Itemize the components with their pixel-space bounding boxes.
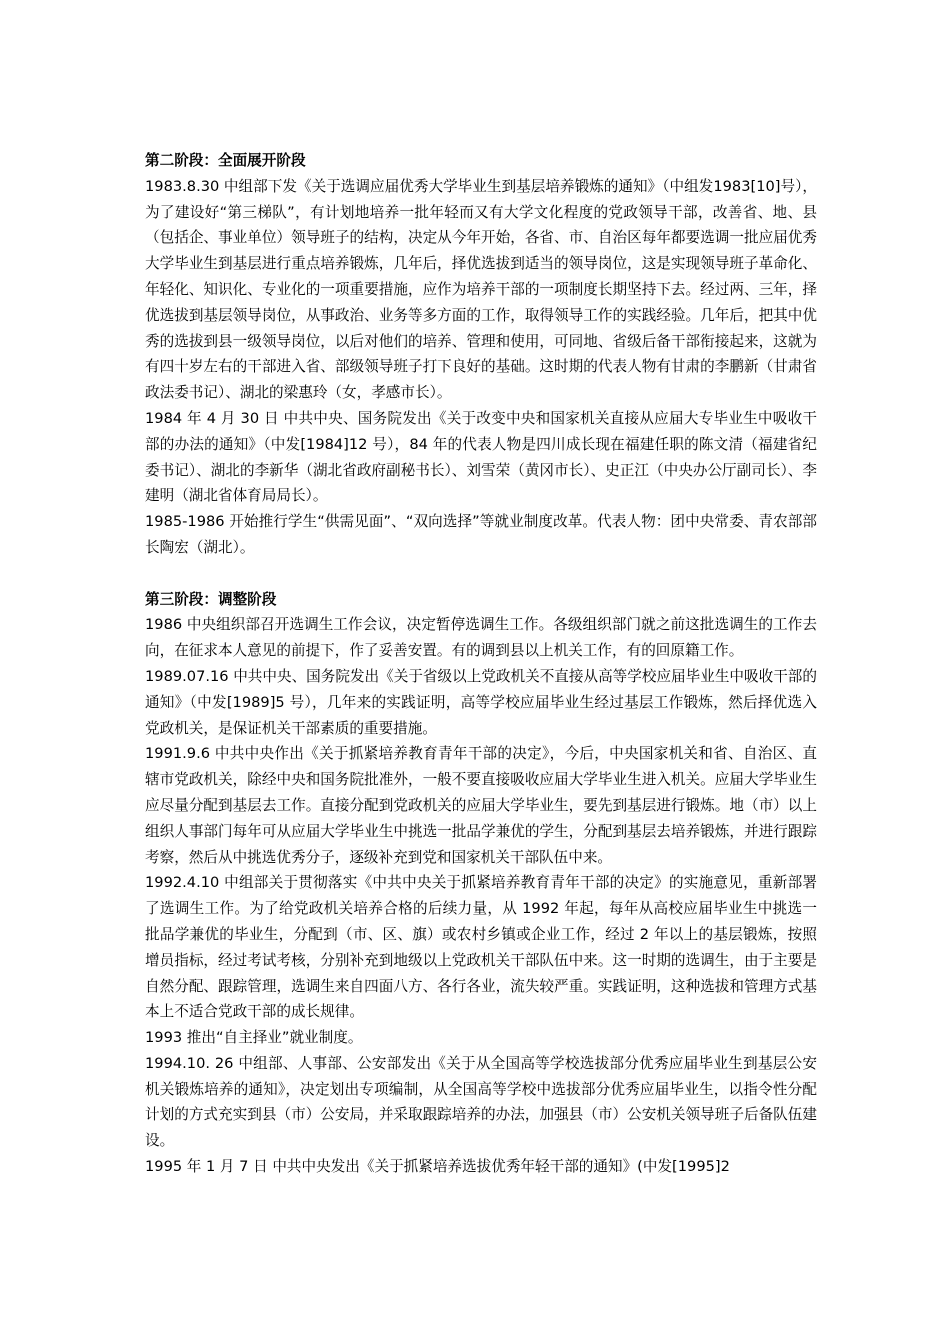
paragraph-1983: 1983.8.30 中组部下发《关于选调应届优秀大学毕业生到基层培养锻炼的通知》（中组发1983[10]号），为了建设好“第三梯队”，有计划地培养一批年轻而又有大学文化程度的党政领导干部，改善省、地、县（包括企、事业单位）领导班子的结构，决定从今年开始，各省、市、自治区每年都要选调一批应届优秀大学毕业生到基层进行重点培养锻炼，几年后，择优选拔到适当的领导岗位，这是实现领导班子革命化、年轻化、知识化、专业化的一项重要措施，应作为培养干部的一项制度长期坚持下去。经过两、三年，择优选拔到基层领导岗位，从事政治、业务等多方面的工作，取得领导工作的实践经验。几年后，把其中优秀的选拔到县一级领导岗位，以后对他们的培养、管理和使用，可同地、省级后备干部衔接起来，这就为有四十岁左右的干部进入省、部级领导班子打下良好的基础。这时期的代表人物有甘肃的李鹏新（甘肃省政法委书记）、湖北的梁惠玲（女，孝感市长）。 bbox=[145, 177, 817, 402]
section-heading-stage-3: 第三阶段：调整阶段 bbox=[145, 590, 277, 608]
paragraph-1986: 1986 中央组织部召开选调生工作会议，决定暂停选调生工作。各级组织部门就之前这批选调生的工作去向，在征求本人意见的前提下，作了妥善安置。有的调到县以上机关工作，有的回原籍工作。 bbox=[145, 616, 817, 660]
document-page bbox=[145, 148, 817, 1180]
paragraph-1992: 1992.4.10 中组部关于贯彻落实《中共中央关于抓紧培养教育青年干部的决定》的实施意见，重新部署了选调生工作。为了给党政机关培养合格的后续力量，从 1992 年起，每年从高校应届毕业生中挑选一批品学兼优的毕业生，分配到（市、区、旗）或农村乡镇或企业工作，经过 2 年以上的基层锻炼，按照增员指标，经过考试考核，分别补充到地级以上党政机关干部队伍中来。这一时期的选调生，由于主要是自然分配、跟踪管理，选调生来自四面八方、各行各业，流失较严重。实践证明，这种选拔和管理方式基本上不适合党政干部的成长规律。 bbox=[145, 874, 817, 1021]
paragraph-1993: 1993 推出“自主择业”就业制度。 bbox=[145, 1029, 363, 1047]
paragraph-1991: 1991.9.6 中共中央作出《关于抓紧培养教育青年干部的决定》，今后，中央国家机关和省、自治区、直辖市党政机关，除经中央和国务院批准外，一般不要直接吸收应届大学毕业生进入机关。应届大学毕业生应尽量分配到基层去工作。直接分配到党政机关的应届大学毕业生，要先到基层进行锻炼。地（市）以上组织人事部门每年可从应届大学毕业生中挑选一批品学兼优的学生，分配到基层去培养锻炼，并进行跟踪考察，然后从中挑选优秀分子，逐级补充到党和国家机关干部队伍中来。 bbox=[145, 745, 817, 866]
paragraph-1994: 1994.10. 26 中组部、人事部、公安部发出《关于从全国高等学校选拔部分优秀应届毕业生到基层公安机关锻炼培养的通知》，决定划出专项编制，从全国高等学校中选拔部分优秀应届毕业生，以指令性分配计划的方式充实到县（市）公安局，并采取跟踪培养的办法，加强县（市）公安机关领导班子后备队伍建设。 bbox=[145, 1054, 817, 1150]
paragraph-1989: 1989.07.16 中共中央、国务院发出《关于省级以上党政机关不直接从高等学校应届毕业生中吸收干部的通知》（中发[1989]5 号），几年来的实践证明，高等学校应届毕业生经过基层工作锻炼，然后择优选入党政机关，是保证机关干部素质的重要措施。 bbox=[145, 667, 817, 737]
paragraph-1985: 1985-1986 开始推行学生“供需见面”、“双向选择”等就业制度改革。代表人物：团中央常委、青农部部长陶宏（湖北）。 bbox=[145, 513, 817, 556]
paragraph-1995: 1995 年 1 月 7 日 中共中央发出《关于抓紧培养选拔优秀年轻干部的通知》(中发[1995]2 bbox=[145, 1158, 730, 1176]
section-heading-stage-2: 第二阶段：全面展开阶段 bbox=[145, 152, 306, 169]
paragraph-1984: 1984 年 4 月 30 日 中共中央、国务院发出《关于改变中央和国家机关直接从应届大专毕业生中吸收干部的办法的通知》（中发[1984]12 号），84 年的代表人物是四川成长现在福建任职的陈文清（福建省纪委书记）、湖北的李新华（湖北省政府副秘书长）、刘雪荣（黄冈市长）、史正江（中央办公厅副司长）、李建明（湖北省体育局局长）。 bbox=[145, 409, 817, 505]
section-spacer bbox=[145, 561, 817, 587]
